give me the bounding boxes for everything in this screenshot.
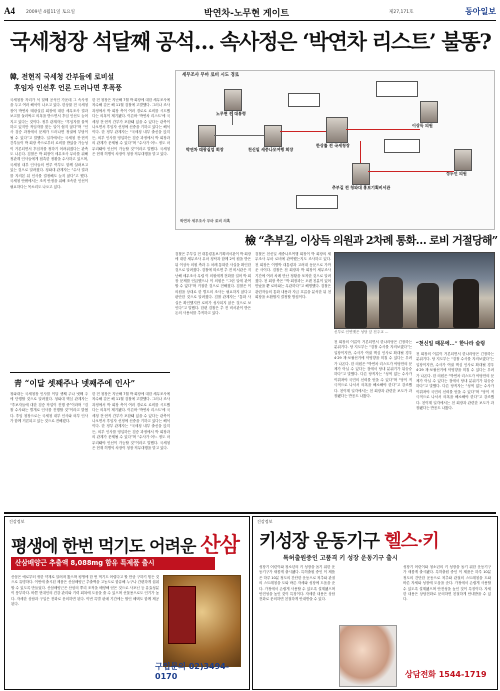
article-column-3: 검찰은 추부길 전 대통령홍보기획비서관이 박 회장에 대한 세무조사 무마 청탁과 함께 2억 원을 받은 뒤 이상득 의원 측과 두 차례 통화한 사실을 확인한 것으로 알려졌다. 검찰에 따르면 추 전 비서관은 지난해 세무조사 무렵 이 의원에게 전화를 걸어 박 회장 문제를 언급했으나 이 의원은 “그런 일에 관여할 수 없다”며 거절한 것으로 전해졌다. 검찰은 이 의원을 상대로 한 별도의 조사는 필요하지 않다고 판단한 것으로 알려졌다. 검찰 관계자는 “통화 사실은 확인했지만 로비가 성사되지 않은 것으로 보인다”고 말했다. 한편 검찰은 추 전 비서관이 받은 돈의 사용처를 추적하고 있다. [175, 252, 251, 316]
sub-headline: 檢 “추부길, 이상득 의원과 2차례 통화… 로비 거절당해” [245, 234, 498, 247]
ad-title-main: 헬스·키 [384, 531, 439, 552]
ad-tag: 건강정보 [257, 519, 273, 524]
ad-tag: 건강정보 [9, 519, 25, 524]
newspaper-logo: 동아일보 [465, 7, 496, 16]
article-column-4: 검찰은 천신일 세중나모여행 회장이 박 회장의 세무조사 무마 로비에 관여했는지도 조사하고 있다. 천 회장은 이명박 대통령과 고려대 동문으로 가까운 사이다. 검찰은 천 회장과 박 회장이 세무조사 기간에 여러 차례 만난 정황을 포착한 것으로 알려졌다. 천 회장 측은 “박 회장과는 오랜 친분이 있어 만났을 뿐 로비와는 무관하다”고 해명했다. 검찰은 관련자들의 통화 내용과 자금 흐름을 분석한 뒤 천 회장을 소환할지 결정할 방침이다. [255, 252, 331, 300]
photo-chun [264, 125, 282, 147]
side-column-2: 한 전 청장은 지난해 7월 박 회장에 대한 세무조사에 착수해 같은 해 11월 검찰에 고발했다. 그러나 조사 과정에서 박 회장 측이 여러 경로로 로비를 시도했다는 의혹이 제기됐다. 이른바 ‘박연차 리스트’에 국세청 전·현직 간부가 포함돼 있을 수 있다는 관측이 나오면서 후임자 선정에 신중을 기하고 있다는 해석이다. 한 정부 관계자는 “국세청 내부 출신을 앉히든, 외부 인사를 영입하든 검증 과정에서 박 회장과의 관계가 문제될 수 있다”며 “수사가 어느 정도 마무리돼야 인선이 가능할 것”이라고 말했다. 국세청은 현재 허병익 차장이 청장 직무대행을 맡고 있다. [92, 392, 170, 451]
photo-jung [454, 149, 472, 171]
node-lee: 이상득 의원 [412, 123, 433, 128]
ad-body-1: 성장기 어린이와 청소년의 키 성장을 돕기 위한 운동기구가 새롭게 출시됐다. 특허출원 중인 이 제품은 하루 10분 정도의 간단한 운동으로 척추와 관절의 스트레칭을 도와 바른 자세와 성장에 도움을 준다. 가정에서 손쉽게 사용할 수 있도록 설계됐으며 안전성을 높인 것이 특징이다. 자세한 내용은 상담전화로 문의하면 친절하게 안내받을 수 있다. [259, 565, 335, 602]
page-header [4, 4, 496, 21]
page-number: A4 [4, 6, 15, 16]
node-roh: 노무현 전 대통령 [216, 111, 246, 116]
subhead-1: 韓, 전현직 국세청 간부들에 로비설 [10, 73, 114, 81]
photo-han [326, 117, 348, 143]
ad-title-main: 산삼 [200, 532, 239, 557]
exercise-photo [339, 625, 397, 687]
ad-divider [4, 512, 496, 514]
photo-choo [352, 163, 370, 185]
right-column-title: “천신일 때문에…” 한나라 술렁 [416, 341, 486, 347]
section-title: 박연차-노무현 게이트 [204, 9, 290, 19]
ad-phone[interactable]: 구입문의 02)3494-0170 [155, 662, 230, 681]
article-column-5: 천 회장의 이름이 거론되면서 한나라당은 긴장하는 분위기다. 당 지도부는 “검찰 수사를 지켜보겠다”는 입장이지만, 수사가 여권 핵심 인사로 확대될 경우 4·29 재·보궐선거에 악영향을 미칠 수 있다는 우려가 나온다. 한 의원은 “박연차 리스트가 야당만의 문제가 아닐 수 있다는 점에서 당내 분위기가 뒤숭숭하다”고 말했다. 다른 당직자는 “성역 없는 수사가 이뤄져야 국민의 신뢰를 얻을 수 있다”며 “당이 적극적으로 나서서 의혹을 해소해야 한다”고 강조했다. 친이계 일각에서는 천 회장과 관련한 보도가 과장됐다는 반응도 나왔다. [334, 340, 412, 399]
photo-park [198, 125, 216, 147]
ad-title-pre: 평생에 한번 먹기도 어려운 [11, 537, 196, 557]
article-column-6: 천 회장의 이름이 거론되면서 한나라당은 긴장하는 분위기다. 당 지도부는 “검찰 수사를 지켜보겠다”는 입장이지만, 수사가 여권 핵심 인사로 확대될 경우 4·29 재·보궐선거에 악영향을 미칠 수 있다는 우려가 나온다. 한 의원은 “박연차 리스트가 야당만의 문제가 아닐 수 있다는 점에서 당내 분위기가 뒤숭숭하다”고 말했다. 다른 당직자는 “성역 없는 수사가 이뤄져야 국민의 신뢰를 얻을 수 있다”며 “당이 적극적으로 나서서 의혹을 해소해야 한다”고 강조했다. 친이계 일각에서는 천 회장과 관련한 보도가 과장됐다는 반응도 나왔다. [416, 352, 494, 411]
ad-title [259, 527, 439, 553]
subhead-2: 후임자 인선후 언론 드러나면 후폭풍 [14, 84, 122, 92]
ad-height-device[interactable] [252, 516, 498, 690]
photo-caption: 신부로 인연맺은 성당 앞 천주교 … [334, 330, 389, 334]
node-jung: 정두언 의원 [446, 171, 467, 176]
diagram-caption: 박연차 세무조사 무마 로비 의혹 [180, 219, 231, 223]
photo-lee [420, 101, 438, 123]
node-park: 박연차 태광실업 회장 [186, 147, 224, 152]
diagram-title: 세무조사 무마 로비 시도 경로 [182, 73, 240, 78]
ad-band: 산삼배양근 추출액 8,088mg 함유 특제품 출시 [11, 557, 215, 570]
news-photo [334, 252, 495, 329]
ad-ginseng[interactable] [4, 516, 250, 690]
ad-body-2: 성장기 어린이와 청소년의 키 성장을 돕기 위한 운동기구가 새롭게 출시됐다. 특허출원 중인 이 제품은 하루 10분 정도의 간단한 운동으로 척추와 관절의 스트레칭을 도와 바른 자세와 성장에 도움을 준다. 가정에서 손쉽게 사용할 수 있도록 설계됐으며 안전성을 높인 것이 특징이다. 자세한 내용은 상담전화로 문의하면 친절하게 안내받을 수 있다. [403, 565, 491, 602]
ad-phone[interactable]: 상담전화 1544-1719 [405, 670, 487, 679]
side-column-1: 청와대는 국세청장 인사를 이달 셋째 주나 넷째 주에 단행할 것으로 알려졌다. 청와대 핵심 관계자는 “후보자들에 대한 검증 작업이 진행 중”이라며 “검찰 수사와는 별개로 인사를 진행할 것”이라고 밝혔다. 후임 청장으로는 국세청 내부 인사와 외부 인사가 함께 거론되고 있는 것으로 전해졌다. [10, 392, 88, 424]
article-column-1: 국세청장 자리가 석 달째 공석인 가운데 그 속사정을 두고 여러 해석이 나오고 있다. 한상률 전 국세청장이 박연차 태광실업 회장에 대한 세무조사 결과 보고를 둘러싸고 의혹을 받으면서 후임 인선도 늦어지고 있다는 것이다. 정부 관계자는 “후임자를 물색하고 있지만 적임자를 찾는 일이 쉽지 않다”며 “인사 검증 과정에서 문제가 드러나면 정권에 부담이 될 수 있다”고 말했다. 일각에서는 국세청 전·현직 간부들이 박 회장 측으로부터 로비를 받았을 가능성이 거론되면서 후임자를 정하기 어려워졌다는 관측도 나온다. 검찰은 박 회장이 세무조사 무마를 위해 정관계 인사들에게 접촉한 정황을 수사하고 있으며, 국세청 내부 인사들의 연루 여부도 함께 살펴보고 있는 것으로 알려졌다. 청와대 관계자는 “수사 결과를 지켜본 뒤 인사를 결정해도 늦지 않다”고 했다. 국세청 안팎에서는 조직 안정을 위해 조속한 인선이 필요하다는 목소리도 나오고 있다. [10, 98, 88, 189]
ginseng-product-image [163, 575, 241, 667]
edition-number: 제27,171호 [389, 10, 414, 15]
node-han: 한상률 전 국세청장 [316, 143, 350, 148]
ad-title-pre: 키성장 운동기구 [259, 531, 379, 552]
ad-title [11, 529, 239, 559]
ad-sub: 특허출원중인 고품격 키 성장 운동기구 출시 [283, 555, 398, 562]
photo-roh [224, 89, 242, 111]
node-chun: 천신일 세중나모여행 회장 [248, 147, 294, 152]
ad-body: 산삼은 예로부터 귀한 약재로 알려져 왔으며 평생에 한 번 먹기도 어렵다고 할 만큼 구하기 힘든 것으로 유명하다. 이번에 출시된 제품은 산삼배양근 추출액을 고농도로 함유해 누구나 간편하게 섭취할 수 있도록 만들었다. 산삼배양근은 산삼의 뿌리 조직을 배양해 얻은 것으로 사포닌 등 유효성분이 풍부하다. 바쁜 현대인의 건강 관리와 기력 회복에 도움을 줄 수 있으며 선물용으로도 인기가 높다. 자세한 상담과 구입은 전화로 문의하면 된다. 이번 특별 판매 기간에는 할인 혜택도 함께 제공된다. [11, 575, 159, 607]
main-headline: 국세청장 석달째 공석… 속사정은 ‘박연차 리스트’ 불똥? [10, 29, 491, 54]
side-article-title: 靑 “이달 셋째주나 넷째주에 인사” [14, 378, 136, 388]
node-choo: 추부길 전 청와대 홍보기획비서관 [332, 185, 391, 190]
lobby-diagram [175, 70, 495, 230]
issue-date: 2009년 4월11일 토요일 [26, 10, 75, 15]
article-column-2: 한 전 청장은 지난해 7월 박 회장에 대한 세무조사에 착수해 같은 해 11월 검찰에 고발했다. 그러나 조사 과정에서 박 회장 측이 여러 경로로 로비를 시도했다는 의혹이 제기됐다. 이른바 ‘박연차 리스트’에 국세청 전·현직 간부가 포함돼 있을 수 있다는 관측이 나오면서 후임자 선정에 신중을 기하고 있다는 해석이다. 한 정부 관계자는 “국세청 내부 출신을 앉히든, 외부 인사를 영입하든 검증 과정에서 박 회장과의 관계가 문제될 수 있다”며 “수사가 어느 정도 마무리돼야 인선이 가능할 것”이라고 말했다. 국세청은 현재 허병익 차장이 청장 직무대행을 맡고 있다. [92, 98, 170, 157]
